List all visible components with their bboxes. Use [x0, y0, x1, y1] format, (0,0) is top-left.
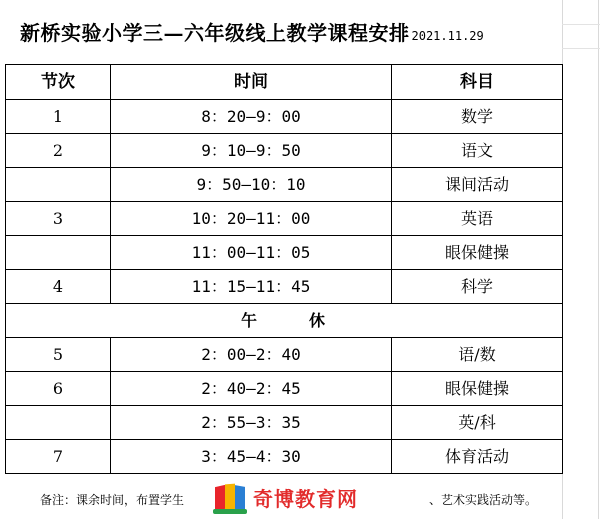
row-num: 3: [6, 202, 111, 236]
row-num: 7: [6, 440, 111, 474]
row-subject: 英/科: [392, 406, 563, 440]
table-row: [6, 168, 563, 202]
row-num: 1: [6, 100, 111, 134]
row-time: 2：40—2：45: [111, 372, 392, 406]
sheet-grid-line: [562, 48, 600, 49]
lunch-left: 午: [240, 310, 259, 330]
table-row: [6, 372, 563, 406]
sheet-grid-line: [598, 0, 599, 519]
table-row: [6, 202, 563, 236]
watermark-text: 奇博教育网: [253, 486, 358, 511]
row-time: 9：50—10：10: [111, 168, 392, 202]
row-time: 9：10—9：50: [111, 134, 392, 168]
row-num: 5: [6, 338, 111, 372]
row-num: 2: [6, 134, 111, 168]
row-subject: 眼保健操: [392, 236, 563, 270]
row-num: [6, 236, 111, 270]
schedule-table: [5, 64, 563, 474]
row-subject: 数学: [392, 100, 563, 134]
table-row: [6, 406, 563, 440]
row-subject: 语文: [392, 134, 563, 168]
row-time: 8：20—9：00: [111, 100, 392, 134]
table-header-row: [6, 65, 563, 100]
book-logo-icon: [213, 480, 247, 514]
footnote-text: 备注：课余时间，布置学生: [40, 493, 185, 507]
table-row: [6, 134, 563, 168]
row-time: 2：55—3：35: [111, 406, 392, 440]
row-subject: 语/数: [392, 338, 563, 372]
row-num: [6, 406, 111, 440]
page-title: [20, 17, 484, 46]
row-subject: 课间活动: [392, 168, 563, 202]
title-text: 新桥实验小学三—六年级线上教学课程安排: [20, 21, 410, 45]
row-time: 10：20—11：00: [111, 202, 392, 236]
row-subject: 科学: [392, 270, 563, 304]
table-row: [6, 338, 563, 372]
row-num: 4: [6, 270, 111, 304]
watermark-logo: [213, 478, 363, 516]
lunch-row: [6, 304, 563, 338]
header-subject: 科目: [392, 65, 563, 100]
row-num: [6, 168, 111, 202]
header-time: 时间: [111, 65, 392, 100]
row-time: 11：15—11：45: [111, 270, 392, 304]
title-date: 2021.11.29: [411, 29, 484, 43]
row-time: 11：00—11：05: [111, 236, 392, 270]
row-subject: 体育活动: [392, 440, 563, 474]
table-row: [6, 440, 563, 474]
sheet-grid-line: [562, 24, 600, 25]
lunch-break-cell: [6, 304, 563, 338]
footnote-tail: 、艺术实践活动等。: [429, 493, 538, 507]
table-row: [6, 100, 563, 134]
table-row: [6, 270, 563, 304]
table-row: [6, 236, 563, 270]
row-num: 6: [6, 372, 111, 406]
lunch-right: 休: [309, 310, 328, 330]
row-time: 3：45—4：30: [111, 440, 392, 474]
row-subject: 英语: [392, 202, 563, 236]
header-num: 节次: [6, 65, 111, 100]
row-subject: 眼保健操: [392, 372, 563, 406]
row-time: 2：00—2：40: [111, 338, 392, 372]
